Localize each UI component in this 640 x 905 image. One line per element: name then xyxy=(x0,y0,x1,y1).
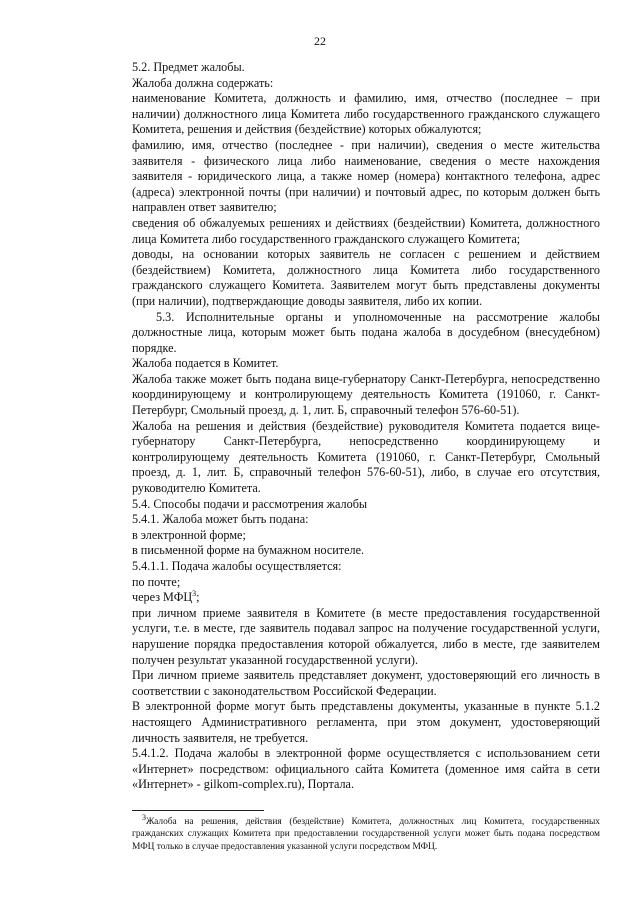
paragraph: Жалоба подается в Комитет. xyxy=(132,356,279,371)
paragraph: сведения об обжалуемых решениях и действиях (бездействии) Комитета, должностного лица Комитета либо государственного гражданского служащего Комитета; xyxy=(132,215,600,246)
paragraph: 5.4.1. Жалоба может быть подана: xyxy=(132,512,309,527)
footnote-marker: 3 xyxy=(142,812,146,822)
footnote-divider xyxy=(132,810,264,811)
section-heading-5-2: 5.2. Предмет жалобы. xyxy=(132,60,245,74)
section-heading-5-4: 5.4. Способы подачи и рассмотрения жалобы xyxy=(132,496,368,511)
list-item-mfc xyxy=(132,590,600,606)
list-item: в электронной форме; xyxy=(132,527,246,542)
paragraph: Жалоба на решения и действия (бездействие) руководителя Комитета подается вице-губернатору Санкт-Петербурга, непосредственно координирующему и контролирующему деятельность Комитета (191060, г. Санкт-Петербург, Смольный проезд, д. 1, лит. Б, справочный телефон 576-60-51), либо, в случае его отсутствия, руководителю Комитета. xyxy=(132,418,600,496)
document-body xyxy=(132,60,600,793)
paragraph: Жалоба должна содержать: xyxy=(132,75,274,90)
paragraph: доводы, на основании которых заявитель не согласен с решением и действием (бездействием) Комитета, должностного лица Комитета либо государственного гражданского служащего Комитета. Заявителем могут быть представлены документы (при наличии), подтверждающие доводы заявителя, либо их копии. xyxy=(132,247,600,308)
footnote xyxy=(132,812,600,853)
list-item: в письменной форме на бумажном носителе. xyxy=(132,543,365,558)
paragraph: при личном приеме заявителя в Комитете (в месте предоставления государственной услуги, т.е. в месте, где заявитель подавал запрос на получение государственной услуги, нарушение порядка предоставления которой обжалуется, либо в месте, где заявителем получен результат указанной государственной услуги). xyxy=(132,605,600,667)
footnote-text: Жалоба на решения, действия (бездействие) Комитета, должностных лиц Комитета, государственных гражданских служащих Комитета при предоставлении государственной услуги может быть подана посредством МФЦ только в случае предоставления указанной услуги посредством МФЦ. xyxy=(132,817,600,852)
list-item: по почте; xyxy=(132,574,181,589)
paragraph: фамилию, имя, отчество (последнее - при наличии), сведения о месте жительства заявителя - физического лица либо наименование, сведения о месте нахождения заявителя - юридического лица, а также номер (номера) контактного телефона, адрес (адреса) электронной почты (при наличии) и почтовый адрес, по которым должен быть направлен ответ заявителю; xyxy=(132,137,600,215)
paragraph: наименование Комитета, должность и фамилию, имя, отчество (последнее – при наличии) должностного лица Комитета либо государственного гражданского служащего Комитета, решения и действия (бездействие) которых обжалуются; xyxy=(132,91,600,137)
paragraph: 5.4.1.1. Подача жалобы осуществляется: xyxy=(132,559,342,573)
mfc-suffix: ; xyxy=(196,590,200,605)
paragraph: В электронной форме могут быть представлены документы, указанные в пункте 5.1.2 настоящего Административного регламента, при этом документ, удостоверяющий личность заявителя, не требуется. xyxy=(132,699,600,745)
paragraph: 5.4.1.2. Подача жалобы в электронной форме осуществляется с использованием сети «Интернет» посредством: официального сайта Комитета (доменное имя сайта в сети «Интернет» - gilkom-complex.ru), Портала. xyxy=(132,746,600,792)
paragraph: При личном приеме заявитель представляет документ, удостоверяющий его личность в соответствии с законодательством Российской Федерации. xyxy=(132,668,600,698)
mfc-text: через МФЦ xyxy=(132,590,193,605)
page-number: 22 xyxy=(314,34,326,48)
paragraph: Жалоба также может быть подана вице-губернатору Санкт-Петербурга, непосредственно координирующему и контролирующему деятельность Комитета (191060, г. Санкт-Петербург, Смольный проезд, д. 1, лит. Б, справочный телефон 576-60-51). xyxy=(132,371,600,418)
section-heading-5-3: 5.3. Исполнительные органы и уполномоченные на рассмотрение жалобы должностные лица, которым может быть подана жалоба в досудебном (внесудебном) порядке. xyxy=(132,309,600,355)
footnote-reference: 3 xyxy=(192,589,197,599)
